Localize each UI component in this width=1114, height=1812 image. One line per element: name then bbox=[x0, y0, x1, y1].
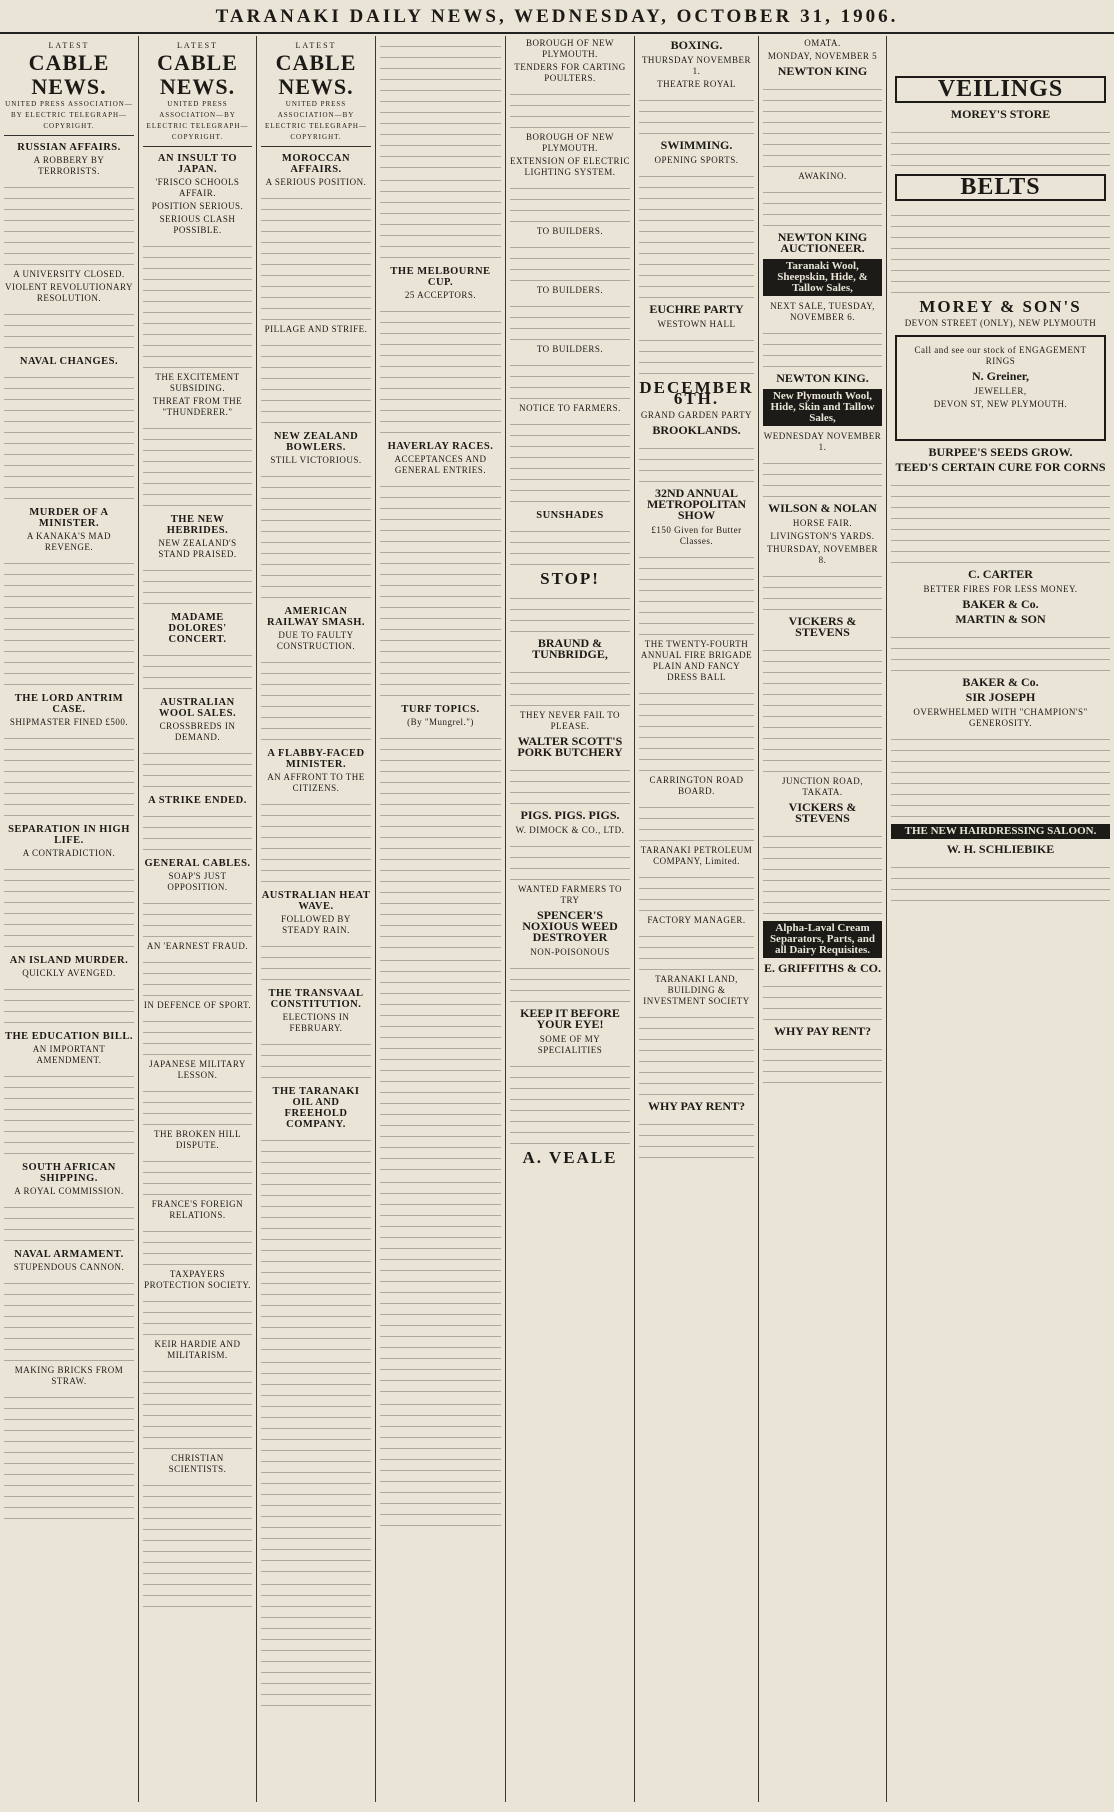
subheadline: SERIOUS CLASH POSSIBLE. bbox=[159, 214, 236, 235]
subheadline: A SERIOUS POSITION. bbox=[265, 177, 367, 187]
ad-heading: BROOKLANDS. bbox=[652, 423, 741, 437]
ad-text bbox=[891, 207, 1110, 295]
ad-subheading: BETTER FIRES FOR LESS MONEY. bbox=[923, 584, 1078, 594]
ad-banner: Taranaki Wool, Sheepskin, Hide, & Tallow Sales, bbox=[763, 259, 882, 296]
article-text bbox=[261, 1576, 371, 1708]
masthead: TARANAKI DAILY NEWS, WEDNESDAY, OCTOBER 31, 1906. bbox=[0, 6, 1114, 34]
ad-text bbox=[639, 869, 754, 913]
ad-subheading: WESTOWN HALL bbox=[657, 319, 736, 329]
headline: AUSTRALIAN HEAT WAVE. bbox=[261, 890, 371, 912]
ad-subheading: NON-POISONOUS bbox=[530, 947, 610, 957]
notice-text bbox=[510, 357, 630, 401]
headline: HAVERLAY RACES. bbox=[387, 441, 494, 452]
subheadline: POSITION SERIOUS. bbox=[151, 201, 244, 211]
headline: THE EDUCATION BILL. bbox=[4, 1031, 134, 1042]
ad-text bbox=[639, 928, 754, 972]
ad-subheading: THEATRE ROYAL bbox=[657, 79, 736, 89]
headline: THE TRANSVAAL CONSTITUTION. bbox=[268, 988, 364, 1010]
headline: AUSTRALIAN WOOL SALES. bbox=[158, 697, 237, 719]
ad-text bbox=[639, 685, 754, 773]
article-text bbox=[143, 954, 252, 998]
article-text bbox=[143, 562, 252, 606]
headline: A FLABBY-FACED MINISTER. bbox=[267, 748, 365, 770]
ad-text bbox=[639, 440, 754, 484]
ad-text bbox=[763, 455, 882, 499]
subheadline: A ROBBERY BY TERRORISTS. bbox=[33, 155, 105, 176]
subheadline: A UNIVERSITY CLOSED. bbox=[13, 269, 125, 279]
notice-subheading: TENDERS FOR CARTING POULTERS. bbox=[514, 62, 626, 83]
notice-subheading: EXTENSION OF ELECTRIC LIGHTING SYSTEM. bbox=[510, 156, 630, 177]
notice-text bbox=[510, 180, 630, 224]
ad-heading: WILSON & NOLAN bbox=[768, 501, 877, 515]
ad-text bbox=[763, 828, 882, 916]
headline: GENERAL CABLES. bbox=[144, 858, 251, 869]
article-text bbox=[380, 38, 501, 170]
article-text bbox=[261, 938, 371, 982]
subheadline: CROSSBREDS IN DEMAND. bbox=[159, 721, 236, 742]
ad-text bbox=[763, 81, 882, 169]
ad-text bbox=[639, 1009, 754, 1097]
ad-heading: BELTS bbox=[960, 174, 1041, 200]
article-text bbox=[4, 1275, 134, 1363]
ad-text bbox=[763, 642, 882, 774]
article-text bbox=[143, 1363, 252, 1451]
article-text bbox=[143, 238, 252, 370]
ad-text bbox=[639, 1116, 754, 1160]
ad-subheading: JEWELLER, bbox=[974, 386, 1027, 396]
subheadline: AN 'EARNEST FRAUD. bbox=[146, 941, 249, 951]
ad-subheading: OMATA. bbox=[804, 38, 841, 48]
article-text bbox=[4, 369, 134, 501]
article-text bbox=[143, 808, 252, 852]
headline: SEPARATION IN HIGH LIFE. bbox=[8, 824, 130, 846]
notice-heading: BOROUGH OF NEW PLYMOUTH. bbox=[526, 132, 614, 153]
ad-text bbox=[891, 859, 1110, 903]
ad-subheading: OVERWHELMED WITH "CHAMPION'S" GENEROSITY. bbox=[913, 707, 1088, 728]
subheadline: QUICKLY AVENGED. bbox=[22, 968, 116, 978]
column-5 bbox=[506, 36, 634, 1802]
ad-text bbox=[639, 332, 754, 376]
subheadline: STILL VICTORIOUS. bbox=[270, 455, 362, 465]
ad-text bbox=[891, 629, 1110, 673]
ad-text bbox=[510, 762, 630, 806]
article-text bbox=[261, 654, 371, 742]
article-text bbox=[261, 1036, 371, 1080]
section-title: CABLE NEWS. bbox=[28, 50, 110, 99]
ad-text bbox=[510, 664, 630, 708]
ad-heading: W. H. SCHLIEBIKE bbox=[946, 842, 1055, 856]
ad-heading: BRAUND & TUNBRIDGE, bbox=[532, 636, 608, 661]
subheadline: NEW ZEALAND'S STAND PRAISED. bbox=[158, 538, 237, 559]
ad-text bbox=[763, 184, 882, 228]
ad-heading: MOREY & SON'S bbox=[919, 297, 1082, 316]
article-text bbox=[380, 478, 501, 698]
article-text bbox=[4, 555, 134, 687]
subheadline: ELECTIONS IN FEBRUARY. bbox=[282, 1012, 350, 1033]
ad-subheading: HORSE FAIR. bbox=[792, 518, 853, 528]
article-text bbox=[380, 1396, 501, 1528]
article-text bbox=[4, 306, 134, 350]
subheadline: THE BROKEN HILL DISPUTE. bbox=[154, 1129, 241, 1150]
subheadline: AN IMPORTANT AMENDMENT. bbox=[32, 1044, 106, 1065]
ad-heading: 32ND ANNUAL METROPOLITAN SHOW bbox=[646, 486, 747, 522]
ad-subheading: LIVINGSTON'S YARDS. bbox=[770, 531, 875, 541]
ad-subheading: THURSDAY NOVEMBER 1. bbox=[641, 55, 752, 76]
column-1 bbox=[0, 36, 138, 1802]
ad-heading: DECEMBER 6TH. bbox=[639, 378, 754, 408]
ad-text bbox=[891, 731, 1110, 819]
article-text bbox=[143, 1477, 252, 1609]
article-text bbox=[380, 303, 501, 435]
ad-text bbox=[510, 590, 630, 634]
headline: TURF TOPICS. bbox=[401, 704, 480, 715]
headline: THE NEW HEBRIDES. bbox=[166, 514, 229, 536]
kicker: LATEST bbox=[48, 41, 90, 50]
subheadline: FOLLOWED BY STEADY RAIN. bbox=[281, 914, 351, 935]
article-text bbox=[143, 1293, 252, 1337]
subheadline: SOAP'S JUST OPPOSITION. bbox=[167, 871, 228, 892]
ad-heading: NEWTON KING bbox=[777, 64, 868, 78]
ad-subheading: DEVON ST, NEW PLYMOUTH. bbox=[933, 399, 1068, 409]
article-text bbox=[4, 730, 134, 818]
kicker: LATEST bbox=[177, 41, 218, 50]
ad-text bbox=[763, 325, 882, 369]
column-8 bbox=[887, 36, 1114, 1802]
article-text bbox=[143, 895, 252, 939]
ad-heading: SPENCER'S NOXIOUS WEED DESTROYER bbox=[522, 908, 618, 944]
subheadline: IN DEFENCE OF SPORT. bbox=[143, 1000, 252, 1010]
ad-heading: BOXING. bbox=[670, 38, 723, 52]
article-text bbox=[143, 420, 252, 508]
section-title: CABLE NEWS. bbox=[275, 50, 357, 99]
subheadline: (By "Mungrel.") bbox=[407, 717, 474, 727]
headline: SOUTH AFRICAN SHIPPING. bbox=[22, 1162, 116, 1184]
article-text bbox=[4, 861, 134, 949]
article-text bbox=[261, 190, 371, 322]
ad-heading: C. CARTER bbox=[968, 567, 1033, 581]
veilings-ad bbox=[895, 76, 1106, 103]
belts-ad bbox=[895, 174, 1106, 201]
headline: A STRIKE ENDED. bbox=[148, 795, 247, 806]
ad-text bbox=[891, 477, 1110, 565]
ad-subheading: SOME OF MY SPECIALITIES bbox=[537, 1034, 603, 1055]
ad-subheading: DEVON STREET (ONLY), NEW PLYMOUTH bbox=[904, 318, 1097, 328]
article-text bbox=[380, 1174, 501, 1394]
subheadline: THREAT FROM THE "THUNDERER." bbox=[152, 396, 243, 417]
ad-banner: New Plymouth Wool, Hide, Skin and Tallow Sales, bbox=[763, 389, 882, 426]
ad-subheading: Call and see our stock of ENGAGEMENT RINGS bbox=[914, 345, 1087, 366]
kicker: LATEST bbox=[295, 41, 337, 50]
ad-heading: TEED'S CERTAIN CURE FOR CORNS bbox=[895, 460, 1106, 474]
ad-heading: EUCHRE PARTY bbox=[649, 302, 744, 316]
ad-heading: E. GRIFFITHS & CO. bbox=[763, 961, 881, 975]
headline: THE TARANAKI OIL AND FREEHOLD COMPANY. bbox=[272, 1086, 360, 1130]
subheadline: 25 ACCEPTORS. bbox=[404, 290, 477, 300]
ad-text bbox=[639, 92, 754, 136]
section-subtitle: UNITED PRESS ASSOCIATION—BY ELECTRIC TELEGRAPH—COPYRIGHT. bbox=[4, 99, 134, 136]
article-text bbox=[261, 1354, 371, 1574]
article-text bbox=[380, 952, 501, 1172]
ad-heading: WHY PAY RENT? bbox=[647, 1099, 746, 1113]
ad-subheading: TARANAKI PETROLEUM COMPANY, Limited. bbox=[640, 845, 753, 866]
ad-text bbox=[891, 124, 1110, 168]
headline: AN INSULT TO JAPAN. bbox=[157, 153, 238, 175]
subheadline: STUPENDOUS CANNON. bbox=[13, 1262, 125, 1272]
article-text bbox=[261, 1132, 371, 1352]
subheadline: FRANCE'S FOREIGN RELATIONS. bbox=[151, 1199, 244, 1220]
ad-text bbox=[510, 1058, 630, 1146]
article-text bbox=[261, 796, 371, 884]
notice-heading: TO BUILDERS. bbox=[536, 285, 604, 295]
ad-heading: SWIMMING. bbox=[660, 138, 733, 152]
article-text bbox=[380, 172, 501, 260]
article-text bbox=[4, 179, 134, 267]
subheadline: 'FRISCO SCHOOLS AFFAIR. bbox=[155, 177, 240, 198]
notice-text bbox=[510, 239, 630, 283]
ad-heading: WALTER SCOTT'S PORK BUTCHERY bbox=[517, 734, 623, 759]
article-text bbox=[261, 468, 371, 600]
article-text bbox=[261, 337, 371, 425]
ad-heading: STOP! bbox=[540, 569, 600, 588]
ad-text bbox=[510, 838, 630, 882]
ad-subheading: THEY NEVER FAIL TO PLEASE. bbox=[519, 710, 621, 731]
ad-subheading: FACTORY MANAGER. bbox=[647, 915, 746, 925]
article-text bbox=[143, 1223, 252, 1267]
article-text bbox=[380, 730, 501, 950]
ad-subheading: W. DIMOCK & CO., LTD. bbox=[515, 825, 625, 835]
article-text bbox=[4, 1389, 134, 1521]
subheadline: THE EXCITEMENT SUBSIDING. bbox=[155, 372, 240, 393]
column-6 bbox=[635, 36, 758, 1802]
greiner-ad bbox=[895, 335, 1106, 441]
notice-text bbox=[510, 86, 630, 130]
ad-text bbox=[639, 168, 754, 300]
article-text bbox=[4, 1068, 134, 1156]
headline: NEW ZEALAND BOWLERS. bbox=[273, 431, 359, 453]
article-text bbox=[143, 647, 252, 691]
headline: THE MELBOURNE CUP. bbox=[390, 266, 491, 288]
subheadline: A CONTRADICTION. bbox=[22, 848, 116, 858]
subheadline: SHIPMASTER FINED £500. bbox=[9, 717, 129, 727]
article-text bbox=[143, 1013, 252, 1057]
subheadline: VIOLENT REVOLUTIONARY RESOLUTION. bbox=[4, 282, 134, 303]
ad-heading: MOREY'S STORE bbox=[950, 107, 1051, 121]
ad-heading: VICKERS & STEVENS bbox=[788, 800, 857, 825]
ad-heading: MARTIN & SON bbox=[955, 612, 1046, 626]
subheadline: PILLAGE AND STRIFE. bbox=[264, 324, 368, 334]
subheadline: CHRISTIAN SCIENTISTS. bbox=[168, 1453, 227, 1474]
ad-text bbox=[763, 568, 882, 612]
section-subtitle: UNITED PRESS ASSOCIATION—BY ELECTRIC TELEGRAPH—COPYRIGHT. bbox=[143, 99, 252, 147]
headline: AN ISLAND MURDER. bbox=[9, 955, 129, 966]
notice-heading: BOROUGH OF NEW PLYMOUTH. bbox=[526, 38, 614, 59]
section-title: CABLE NEWS. bbox=[157, 50, 238, 99]
ad-subheading: THE TWENTY-FOURTH ANNUAL FIRE BRIGADE PLAIN AND FANCY DRESS BALL bbox=[640, 639, 753, 682]
ad-text bbox=[510, 960, 630, 1004]
column-7 bbox=[759, 36, 886, 1802]
ad-heading: NEWTON KING AUCTIONEER. bbox=[777, 230, 868, 255]
article-text bbox=[143, 1153, 252, 1197]
column-2 bbox=[139, 36, 256, 1802]
headline: MADAME DOLORES' CONCERT. bbox=[168, 612, 227, 645]
article-text bbox=[4, 981, 134, 1025]
ad-banner: THE NEW HAIRDRESSING SALOON. bbox=[891, 824, 1110, 839]
notice-heading: NOTICE TO FARMERS. bbox=[519, 403, 621, 413]
ad-text bbox=[763, 1041, 882, 1085]
ad-heading: BAKER & Co. bbox=[962, 675, 1039, 689]
article-text bbox=[143, 745, 252, 789]
ad-heading: N. Greiner, bbox=[972, 369, 1029, 383]
notice-text bbox=[510, 416, 630, 504]
ad-subheading: JUNCTION ROAD, TAKATA. bbox=[782, 776, 863, 797]
ad-subheading: WANTED FARMERS TO TRY bbox=[517, 884, 622, 905]
ad-subheading: AWAKINO. bbox=[798, 171, 847, 181]
notice-heading: TO BUILDERS. bbox=[536, 344, 604, 354]
headline: RUSSIAN AFFAIRS. bbox=[17, 142, 121, 153]
headline: MURDER OF A MINISTER. bbox=[29, 507, 109, 529]
subheadline: DUE TO FAULTY CONSTRUCTION. bbox=[276, 630, 356, 651]
ad-heading: BAKER & Co. bbox=[962, 597, 1039, 611]
headline: AMERICAN RAILWAY SMASH. bbox=[266, 606, 366, 628]
ad-text bbox=[639, 799, 754, 843]
ad-heading: SIR JOSEPH bbox=[965, 690, 1036, 704]
ad-heading: SUNSHADES bbox=[536, 510, 604, 521]
ad-subheading: THURSDAY, NOVEMBER 8. bbox=[766, 544, 879, 565]
ad-subheading: MONDAY, NOVEMBER 5 bbox=[767, 51, 878, 61]
subheadline: ACCEPTANCES AND GENERAL ENTRIES. bbox=[394, 454, 487, 475]
ad-text bbox=[639, 549, 754, 637]
ad-banner: Alpha-Laval Cream Separators, Parts, and all Dairy Requisites. bbox=[763, 921, 882, 958]
ad-heading: WHY PAY RENT? bbox=[773, 1024, 872, 1038]
headline: NAVAL ARMAMENT. bbox=[14, 1249, 124, 1260]
column-3 bbox=[257, 36, 375, 1802]
headline: MOROCCAN AFFAIRS. bbox=[281, 153, 351, 175]
subheadline: MAKING BRICKS FROM STRAW. bbox=[14, 1365, 124, 1386]
ad-heading: A. VEALE bbox=[522, 1148, 618, 1167]
subheadline: A KANAKA'S MAD REVENGE. bbox=[26, 531, 112, 552]
ad-heading: PIGS. PIGS. PIGS. bbox=[520, 808, 620, 822]
notice-heading: TO BUILDERS. bbox=[536, 226, 604, 236]
subheadline: TAXPAYERS PROTECTION SOCIETY. bbox=[144, 1269, 251, 1290]
article-text bbox=[143, 1083, 252, 1127]
ad-subheading: OPENING SPORTS. bbox=[654, 155, 739, 165]
ad-subheading: TARANAKI LAND, BUILDING & INVESTMENT SOCIETY bbox=[643, 974, 750, 1006]
ad-subheading: CARRINGTON ROAD BOARD. bbox=[649, 775, 744, 796]
ad-subheading: £150 Given for Butter Classes. bbox=[651, 525, 742, 546]
subheadline: AN AFFRONT TO THE CITIZENS. bbox=[267, 772, 365, 793]
section-subtitle: UNITED PRESS ASSOCIATION—BY ELECTRIC TELEGRAPH—COPYRIGHT. bbox=[261, 99, 371, 147]
subheadline: A ROYAL COMMISSION. bbox=[14, 1186, 124, 1196]
headline: THE LORD ANTRIM CASE. bbox=[14, 693, 124, 715]
ad-text bbox=[510, 523, 630, 567]
subheadline: JAPANESE MILITARY LESSON. bbox=[149, 1059, 246, 1080]
subheadline: KEIR HARDIE AND MILITARISM. bbox=[154, 1339, 241, 1360]
ad-subheading: WEDNESDAY NOVEMBER 1. bbox=[763, 431, 882, 452]
headline: NAVAL CHANGES. bbox=[19, 356, 119, 367]
ad-heading: VEILINGS bbox=[937, 76, 1064, 102]
column-4 bbox=[376, 36, 505, 1802]
article-text bbox=[4, 1199, 134, 1243]
ad-heading: VICKERS & STEVENS bbox=[788, 614, 857, 639]
ad-subheading: GRAND GARDEN PARTY bbox=[640, 410, 753, 420]
ad-heading: NEWTON KING. bbox=[776, 371, 869, 385]
ad-subheading: NEXT SALE, TUESDAY, NOVEMBER 6. bbox=[770, 301, 875, 322]
notice-text bbox=[510, 298, 630, 342]
ad-heading: KEEP IT BEFORE YOUR EYE! bbox=[520, 1006, 620, 1031]
ad-text bbox=[763, 978, 882, 1022]
ad-heading: BURPEE'S SEEDS GROW. bbox=[928, 445, 1073, 459]
